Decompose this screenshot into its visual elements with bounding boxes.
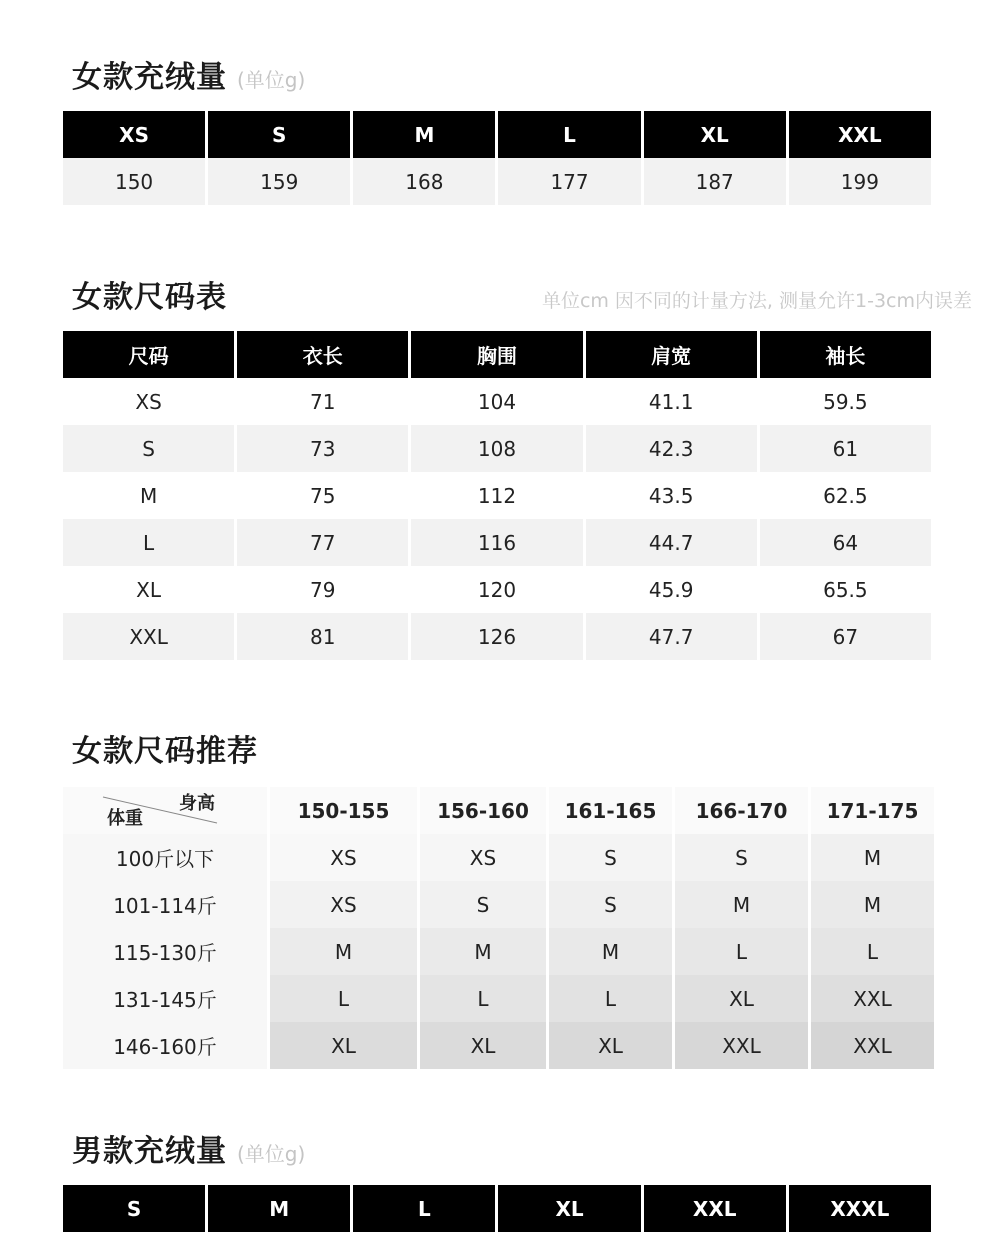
chest-cell: 116 [411, 519, 582, 566]
height-header-cell: 166-170 [675, 787, 808, 834]
women-down-header-cell: M [353, 111, 495, 158]
women-size-header-cell: 衣长 [237, 331, 408, 378]
women-down-title-text: 女款充绒量 [72, 60, 227, 95]
rec-size-cell: S [420, 881, 546, 928]
rec-size-cell: M [811, 881, 934, 928]
women-rec-table [60, 787, 937, 1069]
women-rec-title: 女款尺码推荐 [72, 734, 258, 769]
weight-cell: 101-114斤 [63, 881, 267, 928]
chest-cell: 104 [477, 389, 517, 414]
women-down-value-cell: 168 [353, 158, 495, 205]
men-down-header-cell: XXL [644, 1185, 786, 1232]
rec-row [63, 881, 934, 928]
rec-size-cell: XS [420, 834, 546, 881]
corner-height-label: 身高 [179, 793, 215, 814]
men-down-header-cell: S [63, 1185, 205, 1232]
chest-cell: 120 [477, 577, 517, 602]
chest-cell: 108 [411, 425, 582, 472]
women-down-value-cell: 187 [644, 158, 786, 205]
measurement-note: 单位cm 因不同的计量方法, 测量允许1-3cm内误差 [541, 290, 972, 312]
rec-size-cell: XL [420, 1022, 546, 1069]
chest-cell: 112 [477, 483, 517, 508]
weight-cell: 115-130斤 [63, 928, 267, 975]
rec-size-cell: XS [270, 881, 417, 928]
rec-header-row [63, 787, 934, 834]
length-cell: 81 [237, 613, 408, 660]
women-down-header-cell: XL [644, 111, 786, 158]
weight-cell: 131-145斤 [63, 975, 267, 1022]
men-down-header-cell: M [208, 1185, 350, 1232]
shoulder-cell: 41.1 [648, 389, 694, 414]
rec-size-cell: XXL [811, 975, 934, 1022]
rec-size-cell: XXL [811, 1022, 934, 1069]
rec-size-cell: XXL [675, 1022, 808, 1069]
rec-size-cell: S [549, 834, 672, 881]
men-down-header-cell: L [353, 1185, 495, 1232]
sleeve-cell: 65.5 [823, 577, 868, 602]
women-size-table [60, 331, 934, 660]
men-down-unit: (单位g) [237, 1142, 306, 1166]
rec-size-cell: L [270, 975, 417, 1022]
women-down-unit: (单位g) [237, 68, 306, 92]
women-down-title [72, 52, 305, 96]
shoulder-cell: 43.5 [648, 483, 694, 508]
sleeve-cell: 59.5 [823, 389, 868, 414]
rec-size-cell: L [549, 975, 672, 1022]
table-row [63, 519, 931, 566]
women-down-header-cell: XS [63, 111, 205, 158]
rec-size-cell: XL [549, 1022, 672, 1069]
height-header-cell: 156-160 [420, 787, 546, 834]
table-row [63, 566, 931, 613]
women-down-value-cell: 150 [63, 158, 205, 205]
women-down-value-cell: 159 [208, 158, 350, 205]
weight-cell: 100斤以下 [63, 834, 267, 881]
table-row [63, 613, 931, 660]
women-size-header-cell: 尺码 [63, 331, 234, 378]
rec-size-cell: S [675, 834, 808, 881]
women-size-header-cell: 肩宽 [586, 331, 757, 378]
sleeve-cell: 61 [760, 425, 931, 472]
rec-size-cell: XL [270, 1022, 417, 1069]
height-header-cell: 171-175 [811, 787, 934, 834]
sleeve-cell: 62.5 [823, 483, 868, 508]
women-down-header-cell: L [498, 111, 640, 158]
length-cell: 75 [310, 483, 336, 508]
rec-size-cell: S [549, 881, 672, 928]
rec-row [63, 834, 934, 881]
size-cell: XXL [63, 613, 234, 660]
rec-size-cell: XS [270, 834, 417, 881]
length-cell: 73 [237, 425, 408, 472]
length-cell: 79 [310, 577, 336, 602]
height-header-cell: 161-165 [549, 787, 672, 834]
length-cell: 77 [237, 519, 408, 566]
women-down-value-row [63, 158, 931, 205]
rec-size-cell: L [420, 975, 546, 1022]
rec-corner-cell [63, 787, 267, 834]
men-down-header-row [63, 1185, 931, 1232]
women-size-header-row [63, 331, 931, 378]
size-cell: XL [136, 577, 162, 602]
corner-weight-label: 体重 [107, 808, 143, 829]
rec-row [63, 975, 934, 1022]
size-cell: XS [135, 389, 162, 414]
chest-cell: 126 [411, 613, 582, 660]
rec-row [63, 1022, 934, 1069]
rec-size-cell: M [420, 928, 546, 975]
shoulder-cell: 47.7 [586, 613, 757, 660]
rec-size-cell: M [675, 881, 808, 928]
rec-size-cell: L [811, 928, 934, 975]
women-down-header-cell: S [208, 111, 350, 158]
length-cell: 71 [310, 389, 336, 414]
men-down-header-cell: XL [498, 1185, 640, 1232]
shoulder-cell: 45.9 [648, 577, 694, 602]
women-down-header-row [63, 111, 931, 158]
diagonal-divider [63, 787, 267, 834]
women-down-table [60, 111, 934, 205]
shoulder-cell: 42.3 [586, 425, 757, 472]
women-size-header-cell: 袖长 [760, 331, 931, 378]
height-header-cell: 150-155 [270, 787, 417, 834]
size-cell: M [139, 483, 158, 508]
weight-cell: 146-160斤 [63, 1022, 267, 1069]
rec-size-cell: XL [675, 975, 808, 1022]
table-row [63, 425, 931, 472]
men-down-title [72, 1126, 305, 1170]
size-cell: S [63, 425, 234, 472]
women-down-value-cell: 177 [498, 158, 640, 205]
women-size-header-cell: 胸围 [411, 331, 582, 378]
rec-size-cell: M [549, 928, 672, 975]
size-cell: L [63, 519, 234, 566]
rec-size-cell: M [811, 834, 934, 881]
women-down-value-cell: 199 [789, 158, 931, 205]
men-down-title-text: 男款充绒量 [72, 1134, 227, 1169]
men-down-table [60, 1185, 934, 1232]
rec-size-cell: M [270, 928, 417, 975]
table-row [63, 472, 931, 519]
sleeve-cell: 64 [760, 519, 931, 566]
table-row [63, 378, 931, 425]
rec-row [63, 928, 934, 975]
men-down-header-cell: XXXL [789, 1185, 931, 1232]
rec-size-cell: L [675, 928, 808, 975]
sleeve-cell: 67 [760, 613, 931, 660]
women-down-header-cell: XXL [789, 111, 931, 158]
shoulder-cell: 44.7 [586, 519, 757, 566]
women-size-title: 女款尺码表 [72, 280, 227, 315]
